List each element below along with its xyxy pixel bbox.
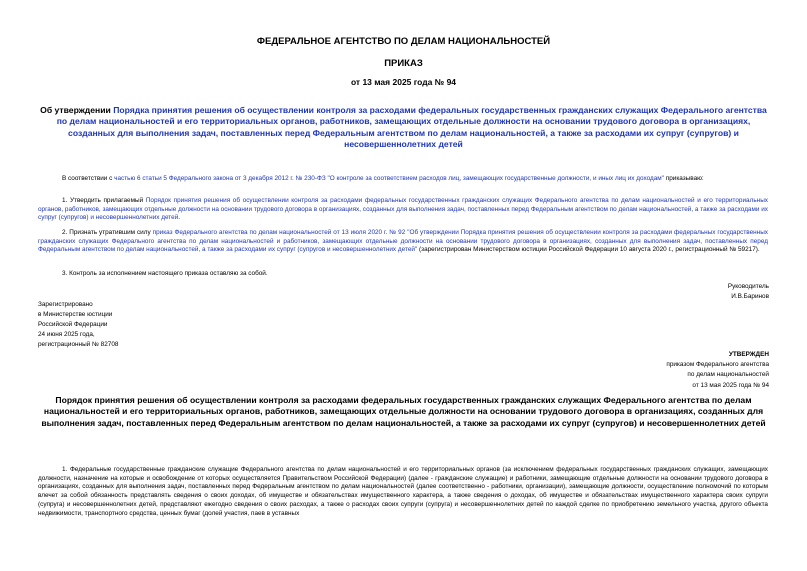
procedure-title: Порядок принятия решения об осуществлении контроля за расходами федеральных государственных гражданских служащих Федерального агентства по делам национальностей и его территориальных органов, работников, замещающих отдельные должности на основании трудового договора в организациях, созданных для выполнения задач, поставленных перед Федеральным агентством по делам национальностей, а также за расходами их супруг (супругов) и несовершеннолетних детей [41, 395, 766, 428]
item-3-text: 3. Контроль за исполнением настоящего приказа оставляю за собой. [62, 270, 268, 277]
preamble [38, 175, 768, 184]
registration-line-2: в Министерстве юстиции [38, 311, 113, 318]
agency-name: ФЕДЕРАЛЬНОЕ АГЕНТСТВО ПО ДЕЛАМ НАЦИОНАЛЬНОСТЕЙ [256, 36, 551, 47]
item-2-prefix: 2. Признать утратившим силу [62, 229, 153, 236]
registration-line-3: Российской Федерации [38, 321, 108, 328]
approval-block [666, 350, 769, 391]
approval-line-3: от 13 мая 2025 года № 94 [692, 381, 769, 389]
registration-line-1: Зарегистрировано [38, 301, 93, 308]
title-prefix: Об утверждении [40, 105, 114, 115]
signer-block [728, 282, 769, 302]
approval-head: УТВЕРЖДЕН [728, 351, 769, 358]
registration-line-4: 24 июня 2025 года, [38, 331, 95, 338]
item-2-suffix: (зарегистрирован Министерством юстиции Российской Федерации 10 августа 2020 г., регистрационный № 59217). [417, 246, 760, 254]
document-title [40, 105, 767, 151]
document-date: от 13 мая 2025 года № 94 [350, 77, 457, 87]
item-2 [38, 229, 768, 255]
item-3 [38, 270, 768, 279]
law-link[interactable]: частью 6 статьи 5 Федерального закона от 3 декабря 2012 г. № 230-ФЗ "О контроле за соответствием расходов лиц, замещающих государственные должности, и иных лиц их доходам" [114, 175, 664, 182]
procedure-link[interactable]: Порядок принятия решения об осуществлении контроля за расходами федеральных государственных гражданских служащих Федерального агентства по делам национальностей и его территориальных органов, работников, замещающих отдельные должности на основании трудового договора в организациях, созданных для выполнения задач, поставленных перед Федеральным агентством по делам национальностей, а также за расходами их супруг (супругов) и несовершеннолетних детей [38, 197, 768, 222]
item-1 [38, 197, 768, 223]
title-link[interactable]: Порядка принятия решения об осуществлении контроля за расходами федеральных государственных гражданских служащих Федерального агентства по делам национальностей и его территориальных органов, работников, замещающих отдельные должности на основании трудового договора в организациях, созданных для выполнения задач, поставленных перед Федеральным агентством по делам национальностей, а также за расходами их супруг (супругов) и несовершеннолетних детей [56, 105, 767, 150]
approval-line-1: приказом Федерального агентства [666, 361, 769, 369]
signer-position: Руководитель [727, 283, 769, 290]
old-order-link[interactable]: приказ Федерального агентства по делам национальностей от 13 июля 2020 г. № 92 "Об утверждении Порядка принятия решения об осуществлении контроля за расходами федеральных государственных гражданских служащих Федерального агентства по делам национальностей и работников, замещающих отдельные должности на основании трудового договора в организациях, созданных для выполнения задач, поставленных перед Федеральным агентством по делам национальностей, а также за расходами их супруг (супругов и несовершеннолетних детей" [38, 229, 769, 254]
procedure-paragraph-1-text: 1. Федеральные государственные гражданские служащие Федерального агентства по делам национальностей и его территориальных органов (за исключением федеральных государственных гражданских служащих, замещающих должности, назначение на которые и освобождение от которых осуществляется Правительством Российской Федерации) (далее - гражданские служащие) и работники, замещающие отдельные должности на основании трудового договора в организациях, созданных для выполнения задач, поставленных перед Федеральным агентством по делам национальностей (далее соответственно - работники, организации), замещающие должности, осуществление полномочий по которым влечет за собой обязанность представлять сведения о своих доходах, об имуществе и обязательствах имущественного характера, а также сведения о доходах, об имуществе и обязательствах имущественного характера своих супруги (супруга) и несовершеннолетних детей, представляют ежегодно сведения о своих расходах, а также о расходах своих супруги (супруга) и несовершеннолетних детей по каждой сделке по приобретению земельного участка, другого объекта недвижимости, транспортного средства, ценных бумаг (долей участия, паев в уставных [38, 466, 768, 517]
document-type: ПРИКАЗ [384, 58, 423, 69]
item-1-suffix: . [178, 214, 181, 222]
signer-name: И.В.Баринов [731, 293, 769, 300]
registration-line-5: регистрационный № 82708 [38, 341, 119, 348]
registration-block [38, 300, 118, 350]
approval-line-2: по делам национальностей [687, 371, 769, 379]
preamble-suffix: приказываю: [663, 175, 704, 182]
preamble-prefix: В соответствии с [62, 175, 115, 182]
procedure-paragraph-1 [38, 466, 768, 518]
item-1-prefix: 1. Утвердить прилагаемый [62, 197, 146, 204]
